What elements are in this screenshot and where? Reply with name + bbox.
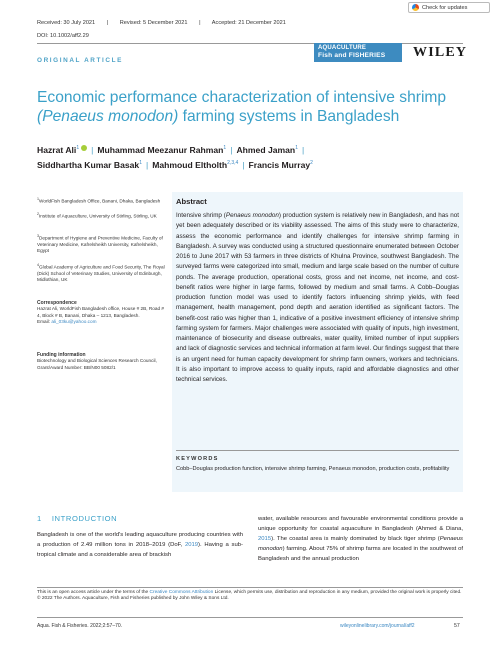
author-name[interactable]: Muhammad Meezanur Rahman$^1$ xyxy=(97,144,227,155)
affiliation: $^1$WorldFish Bangladesh Office, Banani, Dhaka, Bangladesh xyxy=(37,197,161,204)
author-name[interactable]: Francis Murray$^2$ xyxy=(248,159,313,170)
author-separator: | xyxy=(242,159,245,170)
crossmark-icon xyxy=(412,4,419,11)
journal-logo xyxy=(314,43,402,62)
check-for-updates-button[interactable] xyxy=(408,2,490,13)
license-text: This is an open access article under the terms of the Creative Commons Attribution License, which permits use, distribution and reproduction in any medium, provided the original work is properly cited. xyxy=(37,590,462,595)
publisher-logo: WILEY xyxy=(413,45,468,60)
body-text-column-1: Bangladesh is one of the world's leading aquaculture producing countries with a production of 2.49 million tons in 2018–2019 (DoF, 2019). Having a sub-tropical climate and a considerable area of brackish xyxy=(37,532,243,558)
journal-logo-line2: Fish and FISHERIES xyxy=(318,52,386,59)
footer-divider xyxy=(37,587,463,588)
page-number: 57 xyxy=(454,623,460,629)
journal-logo-line1: AQUACULTURE xyxy=(318,45,367,51)
article-type-label: ORIGINAL ARTICLE xyxy=(37,57,123,64)
affiliation: $^4$Global Academy of Agriculture and Food Security, The Royal (Dick) School of Veterinary Studies, University of Edinburgh, Midlothian, UK xyxy=(37,263,165,283)
keywords-heading: KEYWORDS xyxy=(176,456,219,462)
license-link[interactable]: Creative Commons Attribution xyxy=(149,590,214,595)
received-date: Received: 30 July 2021 xyxy=(37,20,96,26)
journal-url-link[interactable]: wileyonlinelibrary.com/journal/aff2 xyxy=(340,623,415,629)
affiliation: $^3$Department of Hygiene and Preventive Medicine, Faculty of Veterinary Medicine, Kafrelsheikh University, Kafrelsheikh, Egypt xyxy=(37,234,163,254)
date-separator: | xyxy=(106,20,109,26)
accepted-date: Accepted: 21 December 2021 xyxy=(211,20,286,26)
title-line-1: Economic performance characterization of intensive shrimp xyxy=(37,89,447,106)
article-title xyxy=(37,88,457,126)
correspondence-text: Hazrat Ali, WorldFish Bangladesh office, House # 2B, Road # 4, Block # B, Banani, Dhaka – 1213, Bangladesh. xyxy=(37,306,164,318)
citation-link[interactable]: 2015 xyxy=(258,536,272,542)
author-name[interactable]: Siddhartha Kumar Basak$^1$ xyxy=(37,159,142,170)
correspondence-block xyxy=(37,300,167,325)
keywords-divider xyxy=(176,450,459,451)
title-line-2 xyxy=(37,107,457,126)
affiliation: $^2$Institute of Aquaculture, University of Stirling, Stirling, UK xyxy=(37,212,157,219)
abstract-text: Intensive shrimp (Penaeus monodon) production system is relatively new in Bangladesh, and has not yet been adequately described or its viability assessed. The aims of this study were to characterize, assess the economic performance and identify challenges for intensive shrimp farming in Bangladesh. A survey was conducted using a structured questionnaire enumerated between October 2016 to June 2017 with 53 farmers in three districts of Khulna Province, southwest Bangladesh. The surveyed farms were categorized into small, medium and large scale based on the number of culture ponds. The average production, operational costs, gross and net income, net income, and cost-benefit ratios were higher in large farms, followed by medium and small farms. A Cobb–Douglas production function model was used to identify factors influencing shrimp yields, with feed management, health management, pond depth and aeration identified as significant factors. The benefit-cost ratio was higher than 1, indicative of a positive investment efficiency of intensive shrimp farming system for farmers. Major challenges were associated with quality of inputs, high investment, maintenance of biosecurity and disease outbreaks, water quality, limited number of input suppliers and lack of diagnostic services and technical information at farm level. Our findings suggest that there is an urgent need for human capacity development for shrimp farm owners, workers and technicians. It is also important to improve access to quality inputs, rapid and affordable diagnostics and other technical services. xyxy=(176,212,459,383)
abstract-heading: Abstract xyxy=(176,197,207,206)
funding-heading: Funding information xyxy=(37,352,86,358)
title-rest: farming systems in Bangladesh xyxy=(178,108,400,125)
author-line-2 xyxy=(37,157,457,172)
date-separator: | xyxy=(199,20,201,26)
footer-divider xyxy=(37,617,463,618)
author-name[interactable]: Hazrat Ali$^1$ xyxy=(37,145,87,155)
doi[interactable]: DOI: 10.1002/aff2.29 xyxy=(37,33,89,39)
journal-citation: Aqua. Fish & Fisheries. 2022;2:57–70. xyxy=(37,623,123,629)
section-heading-introduction xyxy=(37,514,117,523)
author-separator: | xyxy=(230,144,233,155)
funding-text: Biotechnology and Biological Sciences Research Council, Grant/Award Number: BB/N00 5082/1 xyxy=(37,358,157,370)
email-link[interactable]: ali_03ku@yahoo.com xyxy=(51,318,97,324)
funding-block xyxy=(37,352,167,371)
check-updates-label: Check for updates xyxy=(422,4,468,11)
citation-link[interactable]: 2019 xyxy=(184,542,199,548)
author-separator: | xyxy=(91,144,94,155)
section-number: 1 xyxy=(37,514,42,523)
title-species: (Penaeus monodon) xyxy=(37,108,179,125)
section-title: INTRODUCTION xyxy=(51,514,118,523)
author-separator: | xyxy=(301,144,305,155)
copyright-text: © 2022 The Authors. Aquaculture, Fish and Fisheries published by John Wiley & Sons Ltd. xyxy=(37,596,229,602)
body-text-column-2: water, available resources and favourable environmental conditions provide a unique opportunity for coastal aquaculture in Bangladesh (Ahmed & Diana, 2015). The coastal area is mainly dominated by black tiger shrimp (Penaeus monodon) farming. About 75% of shrimp farms are located in the southwest of Bangladesh and the annual production xyxy=(258,516,463,562)
author-name[interactable]: Mahmoud Eltholth$^{2,3,4}$ xyxy=(152,159,239,170)
revised-date: Revised: 5 December 2021 xyxy=(119,20,188,26)
correspondence-email-line: Email: ali_03ku@yahoo.com xyxy=(37,318,97,324)
author-separator: | xyxy=(145,159,149,170)
license-notice xyxy=(37,590,463,603)
keywords-text: Cobb–Douglas production function, intensive shrimp farming, Penaeus monodon, production costs, profitability xyxy=(176,466,450,472)
author-line-1 xyxy=(37,142,457,157)
correspondence-heading: Correspondence xyxy=(37,300,77,306)
author-name[interactable]: Ahmed Jaman$^1$ xyxy=(236,144,298,155)
author-list xyxy=(37,142,457,172)
article-dates xyxy=(37,20,296,26)
